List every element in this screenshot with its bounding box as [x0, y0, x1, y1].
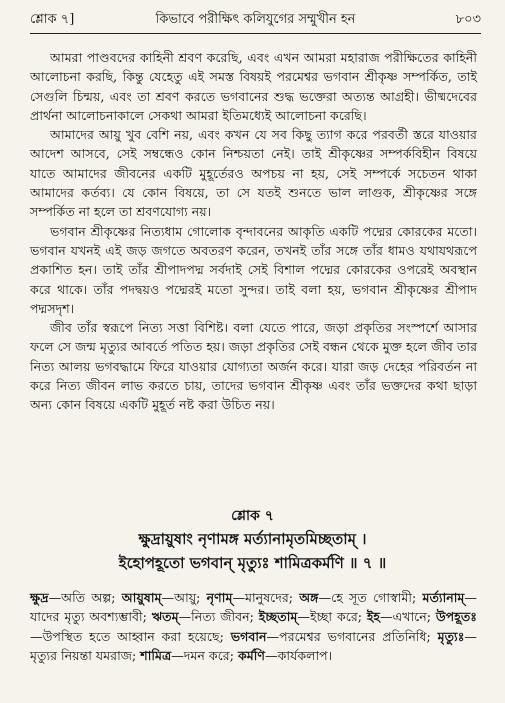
running-header [30, 10, 481, 30]
paragraph: ভগবান শ্রীকৃষ্ণের নিত্যধাম গোলোক বৃন্দাবনের আকৃতি একটি পদ্মের কোরকের মতো। ভগবান যখনই এই জড় জগতে অবতরণ করেন, তখনই তাঁর সঙ্গে তাঁর ধামও যথাযথরূপে প্রকাশিত হন। তাই তাঁর শ্রীপাদপদ্ম সর্বদাই সেই বিশাল পদ্মের কোরকের ওপরেই অবস্থান করে থাকে। তাঁর পদদ্বয়ও পদ্মেরই মতো সুন্দর। তাই বলা হয়, ভগবান শ্রীকৃষ্ণের শ্রীপাদ পদ্মসদৃশ। [30, 223, 477, 316]
gloss-term: অঙ্গ [299, 590, 319, 605]
gloss-meaning: —উপস্থিত হতে আহ্বান করা হয়েছে; [30, 628, 231, 644]
header-rule [30, 33, 481, 34]
gloss-meaning: —এখানে; [380, 609, 436, 625]
verse-line: ক্ষুদ্রায়ুষাং নৃণামঙ্গ মর্ত্যানামৃতমিচ্ছতাম্ । [138, 530, 367, 548]
gloss-term: ভগবান [230, 628, 267, 644]
gloss-meaning: —হে সূত গোস্বামী; [318, 590, 423, 605]
gloss-term: শামিত্র [140, 647, 172, 663]
verse-line: ইহোপহূতো ভগবান্ মৃত্যুঃ শামিত্রকর্মণি ॥ ৭ ॥ [118, 554, 387, 572]
gloss-meaning: —অতি অল্প; [48, 590, 122, 605]
gloss-meaning: —দমন করে; [171, 647, 238, 663]
gloss-term: নৃণাম্ [206, 590, 233, 605]
gloss-term: ক্ষুদ্র [30, 590, 49, 605]
gloss-meaning: —নিত্য জীবন; [178, 609, 259, 625]
gloss-term: আয়ুষাম্ [121, 590, 162, 605]
page-number: ৮০৩ [455, 12, 481, 27]
gloss-meaning: —পরমেশ্বর ভগবানের প্রতিনিধি; [266, 628, 438, 644]
gloss-term: ইচ্ছতাম্ [258, 609, 298, 625]
sanskrit-verse [0, 505, 505, 575]
gloss-term: মৃত্যুঃ [437, 628, 465, 644]
verse-heading: শ্লোক ৭ [231, 508, 274, 524]
gloss-meaning: —কার্যকলাপ। [265, 647, 333, 663]
gloss-meaning: —ইচ্ছা করে; [297, 609, 367, 625]
gloss-term: ইহ [366, 609, 381, 625]
gloss-meaning: —মৃত্যুর নিয়ন্তা যমরাজ; [30, 628, 477, 663]
gloss-term: কর্মণি [237, 647, 266, 663]
paragraph: আমরা পাণ্ডবদের কাহিনী শ্রবণ করেছি, এবং এখন আমরা মহারাজ পরীক্ষিতের কাহিনী আলোচনা করছি, কিন্তু যেহেতু এই সমস্ত বিষয়ই পরমেশ্বর ভগবান শ্রীকৃষ্ণ সম্পর্কিত, তাই সেগুলি চিন্ময়, এবং তা শ্রবণ করতে ভগবানের শুদ্ধ ভক্তেরা অত্যন্ত আগ্রহী। ভীষ্মদেবের প্রার্থনা আলোচনাকালে সেকথা আমরা ইতিমধ্যেই আলোচনা করেছি। [30, 50, 477, 123]
gloss-term: ঋতম্ [151, 609, 179, 625]
gloss-meaning: —যাদের মৃত্যু অবশ্যম্ভাবী; [30, 590, 477, 625]
gloss-meaning: —মানুষদের; [232, 590, 300, 605]
paragraph: জীব তাঁর স্বরূপে নিত্য সত্তা বিশিষ্ট। বলা যেতে পারে, জড়া প্রকৃতির সংস্পর্শে আসার ফলে সে জন্ম মৃত্যুর আবর্তে পতিত হয়। জড়া প্রকৃতির সেই বন্ধন থেকে মুক্ত হলে জীব তার নিত্য আলয় ভগবদ্ধামে ফিরে যাওয়ার যোগ্যতা অর্জন করে। যারা জড় দেহের পরিবর্তন না করে নিত্য জীবন লাভ করতে চায়, তাদের ভগবান শ্রীকৃষ্ণ এবং তাঁর ভক্তদের কথা ছাড়া অন্য কোন বিষয়ে একটি মুহূর্ত নষ্ট করা উচিত নয়। [30, 320, 477, 413]
gloss-meaning: —আয়ু; [161, 590, 207, 605]
gloss-term: উপহূতঃ [435, 609, 477, 625]
word-for-word-synonyms [30, 588, 477, 665]
commentary-text [30, 48, 477, 415]
gloss-term: মর্ত্যানাম্ [422, 590, 465, 605]
paragraph: আমাদের আয়ু খুব বেশি নয়, এবং কখন যে সব কিছু ত্যাগ করে পরবর্তী স্তরে যাওয়ার আদেশ আসবে, সেই সম্বন্ধেও কোন নিশ্চয়তা নেই। তাই শ্রীকৃষ্ণের সম্পর্কবিহীন বিষয়ে যাতে আমাদের জীবনের একটি মুহূর্তেরও অপচয় না হয়, সেই সম্পর্কে সচেতন থাকা আমাদের কর্তব্য। যে কোন বিষয়ে, তা সে যতই শুনতে ভাল লাগুক, শ্রীকৃষ্ণের সঙ্গে সম্পর্কিত না হলে তা শ্রবণযোগ্য নয়। [30, 127, 477, 220]
verse-reference: শ্লোক ৭] [30, 12, 75, 27]
chapter-title: কিভাবে পরীক্ষিৎ কলিযুগের সম্মুখীন হন [155, 12, 356, 27]
